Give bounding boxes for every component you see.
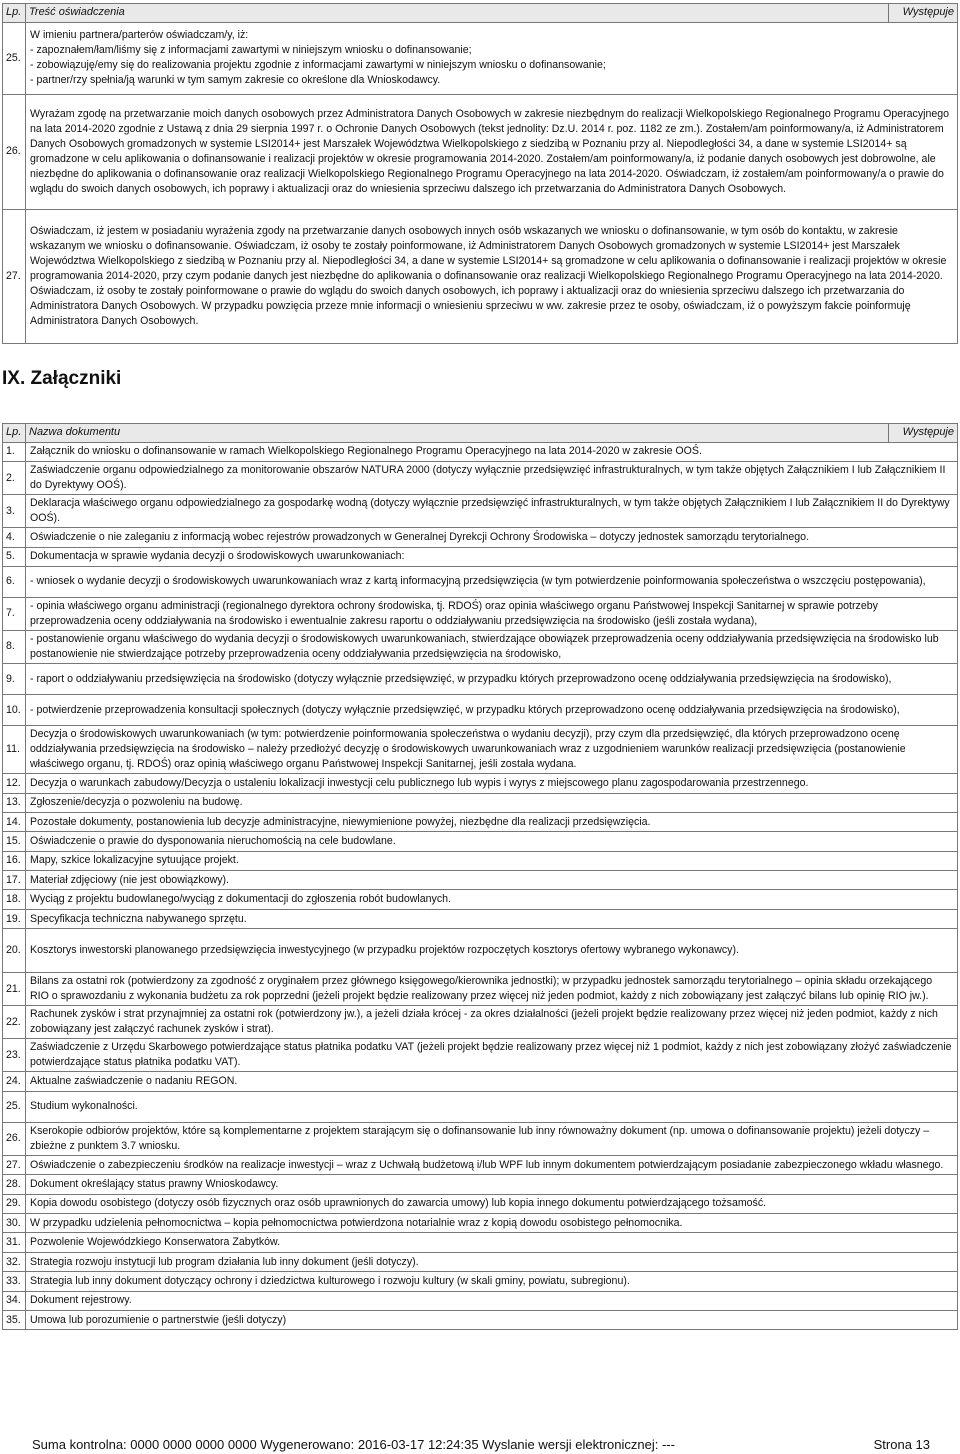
attachment-row [3,909,958,928]
attachment-lp: 15. [3,832,26,851]
attachment-name: Wyciąg z projektu budowlanego/wyciąg z dokumentacji do zgłoszenia robót budowlanych. [26,890,958,909]
attachment-row [3,1122,958,1155]
attachment-name: Deklaracja właściwego organu odpowiedzialnego za gospodarkę wodną (dotyczy wyłącznie przedsięwzięć infrastrukturalnych, w tym także objętych Załącznikiem I lub Załącznikiem II do Dyrektywy OOŚ). [26,495,958,528]
attachment-lp: 7. [3,597,26,630]
attachment-lp: 11. [3,726,26,774]
statement-line: W imieniu partnera/parterów oświadczam/y, iż: [30,29,249,42]
attachment-row [3,832,958,851]
statement-content [26,22,958,94]
attachment-row [3,890,958,909]
attachment-row [3,597,958,630]
attachment-name: W przypadku udzielenia pełnomocnictwa – kopia pełnomocnictwa potwierdzona notarialnie wraz z kopią dowodu osobistego pełnomocnika. [26,1214,958,1233]
attachment-lp: 27. [3,1155,26,1174]
header-lp: Lp. [3,424,26,443]
attachment-name: Oświadczenie o prawie do dysponowania nieruchomością na cele budowlane. [26,832,958,851]
attachment-lp: 20. [3,929,26,973]
attachments-table [2,423,958,1330]
attachment-row [3,774,958,793]
attachment-row [3,1214,958,1233]
attachment-row [3,547,958,566]
attachment-name: Kserokopie odbiorów projektów, które są komplementarne z projektem starającym się o dofinansowanie lub inny równoważny dokument (np. umowa o dofinansowanie projektu) jeżeli dotyczy – zbieżne z punktem 3.7 wniosku. [26,1122,958,1155]
attachment-lp: 12. [3,774,26,793]
attachment-name: Załącznik do wniosku o dofinansowanie w ramach Wielkopolskiego Regionalnego Programu Operacyjnego na lata 2014-2020 w zakresie OOŚ. [26,442,958,461]
attachment-row [3,1194,958,1213]
statement-row [3,94,958,209]
attachment-lp: 1. [3,442,26,461]
attachment-row [3,973,958,1006]
attachment-lp: 14. [3,812,26,831]
attachment-name: - potwierdzenie przeprowadzenia konsultacji społecznych (dotyczy wyłącznie przedsięwzięć, w przypadku których przeprowadzono ocenę oddziaływania przedsięwzięcia na środowisko), [26,695,958,726]
attachment-name: - raport o oddziaływaniu przedsięwzięcia na środowisko (dotyczy wyłącznie przedsięwzięć, w przypadku których przeprowadzono ocenę oddziaływania przedsięwzięcia na środowisko), [26,664,958,695]
attachment-name: Dokument określający status prawny Wnioskodawcy. [26,1175,958,1194]
statement-lp: 26. [3,94,26,209]
attachment-lp: 35. [3,1311,26,1330]
attachment-row [3,695,958,726]
statements-table [2,3,958,344]
attachment-row [3,1072,958,1091]
attachment-lp: 23. [3,1039,26,1072]
attachment-row [3,528,958,547]
attachment-lp: 32. [3,1252,26,1271]
attachment-row [3,1291,958,1310]
attachment-name: Umowa lub porozumienie o partnerstwie (jeśli dotyczy) [26,1311,958,1330]
attachment-lp: 2. [3,462,26,495]
attachment-row [3,793,958,812]
section-title: IX. Załączniki [2,368,122,389]
attachment-name: Kopia dowodu osobistego (dotyczy osób fizycznych oraz osób uprawnionych do zawarcia umowy) lub kopia innego dokumentu potwierdzającego tożsamość. [26,1194,958,1213]
statement-line: - zobowiązuję/emy się do realizowania projektu zgodnie z informacjami zawartymi w niniejszym wniosku o dofinansowanie; [30,59,606,72]
attachment-row [3,1006,958,1039]
statement-row [3,209,958,343]
attachment-lp: 31. [3,1233,26,1252]
attachment-name: Strategia rozwoju instytucji lub program działania lub inny dokument (jeśli dotyczy). [26,1252,958,1271]
attachments-header-row [3,424,958,443]
attachment-row [3,1252,958,1271]
header-content: Treść oświadczenia [26,4,889,23]
attachment-lp: 9. [3,664,26,695]
attachment-name: Aktualne zaświadczenie o nadaniu REGON. [26,1072,958,1091]
attachment-lp: 5. [3,547,26,566]
attachment-name: Oświadczenie o zabezpieczeniu środków na realizacje inwestycji – wraz z Uchwałą budżetową i/lub WPF lub innym dokumentem potwierdzającym posiadanie zabezpieczonego wkładu własnego. [26,1155,958,1174]
statement-line: - zapoznałem/łam/liśmy się z informacjami zawartymi w niniejszym wniosku o dofinansowanie; [30,44,472,57]
attachment-name: Oświadczenie o nie zaleganiu z informacją wobec rejestrów prowadzonych w Generalnej Dyrekcji Ochrony Środowiska – dotyczy jednostek samorządu terytorialnego. [26,528,958,547]
attachment-name: Specyfikacja techniczna nabywanego sprzętu. [26,909,958,928]
attachment-name: Materiał zdjęciowy (nie jest obowiązkowy). [26,871,958,890]
header-lp: Lp. [3,4,26,23]
attachment-lp: 8. [3,630,26,663]
attachment-name: Decyzja o warunkach zabudowy/Decyzja o ustaleniu lokalizacji inwestycji celu publicznego lub wypis i wyrys z miejscowego planu zagospodarowania przestrzennego. [26,774,958,793]
attachment-lp: 24. [3,1072,26,1091]
attachment-row [3,1039,958,1072]
attachment-lp: 30. [3,1214,26,1233]
attachment-row [3,1233,958,1252]
attachment-lp: 3. [3,495,26,528]
statement-content: Oświadczam, iż jestem w posiadaniu wyrażenia zgody na przetwarzanie danych osobowych innych osób wskazanych we wniosku o dofinansowanie, w tym osób do kontaktu, w zakresie wskazanym we wniosku o dofinansowanie. Oświadczam, iż osoby te zostały poinformowane, iż Administratorem Danych Osobowych gromadzonych w systemie LSI2014+ jest Marszałek Województwa Wielkopolskiego z siedzibą w Poznaniu przy al. Niepodległości 34, a dane w systemie LSI2014+ są gromadzone w celu aplikowania o dofinansowanie i realizacji projektów w okresie programowania 2014-2020, przy czym podanie danych jest niezbędne do aplikowania o dofinansowanie oraz realizacji Wielkopolskiego Regionalnego Programu Operacyjnego na lata 2014-2020. Oświadczam, iż osoby te zostały poinformowane o prawie do wglądu do swoich danych osobowych, ich poprawy i aktualizacji oraz do wniesienia sprzeciwu dalszego ich przetwarzania do Administratora Danych Osobowych. W przypadku powzięcia przeze mnie informacji o wniesieniu sprzeciwu w ww. zakresie przez te osoby, oświadczam, iż o powyższym fakcie poinformuję Administratora Danych Osobowych. [26,209,958,343]
statement-row [3,22,958,94]
attachment-lp: 33. [3,1272,26,1291]
attachment-lp: 6. [3,566,26,597]
attachment-name: Mapy, szkice lokalizacyjne sytuujące projekt. [26,851,958,870]
attachment-lp: 16. [3,851,26,870]
statement-content: Wyrażam zgodę na przetwarzanie moich danych osobowych przez Administratora Danych Osobowych w zakresie niezbędnym do realizacji Wielkopolskiego Regionalnego Programu Operacyjnego na lata 2014-2020 zgodnie z Ustawą z dnia 29 sierpnia 1997 r. o Ochronie Danych Osobowych (tekst jednolity: Dz.U. 2014 r. poz. 1182 ze zm.). Zostałem/am poinformowany/a, iż Administratorem Danych Osobowych gromadzonych w systemie LSI2014+ jest Marszałek Województwa Wielkopolskiego z siedzibą w Poznaniu przy al. Niepodległości 34, a dane w systemie LSI2014+ są gromadzone w celu aplikowania o dofinansowanie i realizacji projektów w okresie programowania 2014-2020. Zostałem/am poinformowany/a, iż podanie danych osobowych jest dobrowolne, ale niezbędne do aplikowania o dofinansowanie oraz realizacji Wielkopolskiego Regionalnego Programu Operacyjnego na lata 2014-2020. Oświadczam, iż zostałem/am poinformowany/a o prawie do wglądu do swoich danych osobowych, ich poprawy i aktualizacji oraz do wniesienia sprzeciwu dalszego ich przetwarzania do Administratora Danych Osobowych. [26,94,958,209]
attachment-row [3,1091,958,1122]
attachment-name: Zaświadczenie organu odpowiedzialnego za monitorowanie obszarów NATURA 2000 (dotyczy wyłącznie przedsięwzięć infrastrukturalnych, w tym także objętych Załącznikiem I lub Załącznikiem II do Dyrektywy OOŚ). [26,462,958,495]
attachment-row [3,1175,958,1194]
attachment-row [3,929,958,973]
attachment-row [3,664,958,695]
attachment-row [3,726,958,774]
attachment-name: - wniosek o wydanie decyzji o środowiskowych uwarunkowaniach wraz z kartą informacyjną przedsięwzięcia (w tym potwierdzenie poinformowania społeczeństwa o wszczęciu postępowania), [26,566,958,597]
attachment-row [3,871,958,890]
footer-checksum: Suma kontrolna: 0000 0000 0000 0000 Wygenerowano: 2016-03-17 12:24:35 Wyslanie wersji elektronicznej: --- [32,1437,675,1452]
statement-lp: 27. [3,209,26,343]
attachment-row [3,812,958,831]
attachment-lp: 29. [3,1194,26,1213]
attachment-row [3,1155,958,1174]
attachment-lp: 21. [3,973,26,1006]
header-occurs: Występuje [889,424,958,443]
attachment-lp: 18. [3,890,26,909]
statement-line: - partner/rzy spełnia/ją warunki w tym samym zakresie co określone dla Wnioskodawcy. [30,74,441,87]
attachment-row [3,851,958,870]
attachment-row [3,1311,958,1330]
attachment-name: Rachunek zysków i strat przynajmniej za ostatni rok (potwierdzony jw.), a jeżeli działa krócej - za okres działalności (jeżeli projekt będzie realizowany przez więcej niż jeden podmiot, każdy z nich zobowiązany jest załączyć rachunek zysków i strat). [26,1006,958,1039]
attachment-lp: 13. [3,793,26,812]
attachment-name: Bilans za ostatni rok (potwierdzony za zgodność z oryginałem przez głównego księgowego/kierownika jednostki); w przypadku jednostek samorządu terytorialnego – opinia składu orzekającego RIO o sprawozdaniu z wykonania budżetu za rok poprzedni (jeżeli projekt będzie realizowany przez więcej niż jeden podmiot, każdy z nich zobowiązany jest załączyć bilans lub opinię RIO jw.). [26,973,958,1006]
attachment-lp: 25. [3,1091,26,1122]
attachment-name: Pozwolenie Wojewódzkiego Konserwatora Zabytków. [26,1233,958,1252]
attachment-row [3,495,958,528]
header-occurs: Występuje [889,4,958,23]
attachment-lp: 17. [3,871,26,890]
attachment-row [3,566,958,597]
attachment-row [3,630,958,663]
attachment-name: Strategia lub inny dokument dotyczący ochrony i dziedzictwa kulturowego i rozwoju kultury (w skali gminy, powiatu, subregionu). [26,1272,958,1291]
statements-header-row [3,4,958,23]
page-number: Strona 13 [873,1437,930,1452]
attachment-name: Studium wykonalności. [26,1091,958,1122]
attachment-name: - opinia właściwego organu administracji (regionalnego dyrektora ochrony środowiska, tj. RDOŚ) oraz opinia właściwego organu Państwowej Inspekcji Sanitarnej w sprawie potrzeby przeprowadzenia oceny oddziaływania na środowisko i ewentualnie zakresu raportu o oddziaływaniu przedsięwzięcia na środowisko (jeśli została wydana), [26,597,958,630]
attachment-lp: 19. [3,909,26,928]
attachment-name: - postanowienie organu właściwego do wydania decyzji o środowiskowych uwarunkowaniach, stwierdzające obowiązek przeprowadzenia oceny oddziaływania przedsięwzięcia na środowisko lub postanowienie nie stwierdzające potrzeby przeprowadzenia oceny oddziaływania przedsięwzięcia na środowisko, [26,630,958,663]
attachment-name: Decyzja o środowiskowych uwarunkowaniach (w tym: potwierdzenie poinformowania społeczeństwa o wydaniu decyzji), przy czym dla przedsięwzięć, dla których przeprowadzono ocenę oddziaływania przedsięwzięcia na środowisko – należy przedłożyć decyzję o środowiskowych uwarunkowaniach wraz z uzgodnieniem warunków realizacji przedsięwzięcia (postanowienie właściwego organu, tj. RDOŚ) oraz opinią właściwego organu Państwowej Inspekcji Sanitarnej, jeśli została wydana. [26,726,958,774]
attachment-lp: 22. [3,1006,26,1039]
attachment-name: Pozostałe dokumenty, postanowienia lub decyzje administracyjne, niewymienione powyżej, niezbędne dla realizacji przedsięwzięcia. [26,812,958,831]
attachment-lp: 28. [3,1175,26,1194]
attachment-name: Kosztorys inwestorski planowanego przedsięwzięcia inwestycyjnego (w przypadku projektów rozpoczętych kosztorys ofertowy wybranego wykonawcy). [26,929,958,973]
header-document-name: Nazwa dokumentu [26,424,889,443]
attachment-row [3,1272,958,1291]
attachment-name: Zgłoszenie/decyzja o pozwoleniu na budowę. [26,793,958,812]
attachment-name: Zaświadczenie z Urzędu Skarbowego potwierdzające status płatnika podatku VAT (jeżeli projekt będzie realizowany przez więcej niż 1 podmiot, każdy z nich jest zobowiązany złożyć zaświadczenie potwierdzające status płatnika podatku VAT). [26,1039,958,1072]
attachment-name: Dokumentacja w sprawie wydania decyzji o środowiskowych uwarunkowaniach: [26,547,958,566]
attachment-row [3,462,958,495]
attachment-lp: 34. [3,1291,26,1310]
attachment-lp: 26. [3,1122,26,1155]
attachment-lp: 4. [3,528,26,547]
attachment-name: Dokument rejestrowy. [26,1291,958,1310]
attachment-row [3,442,958,461]
statement-lp: 25. [3,22,26,94]
attachment-lp: 10. [3,695,26,726]
